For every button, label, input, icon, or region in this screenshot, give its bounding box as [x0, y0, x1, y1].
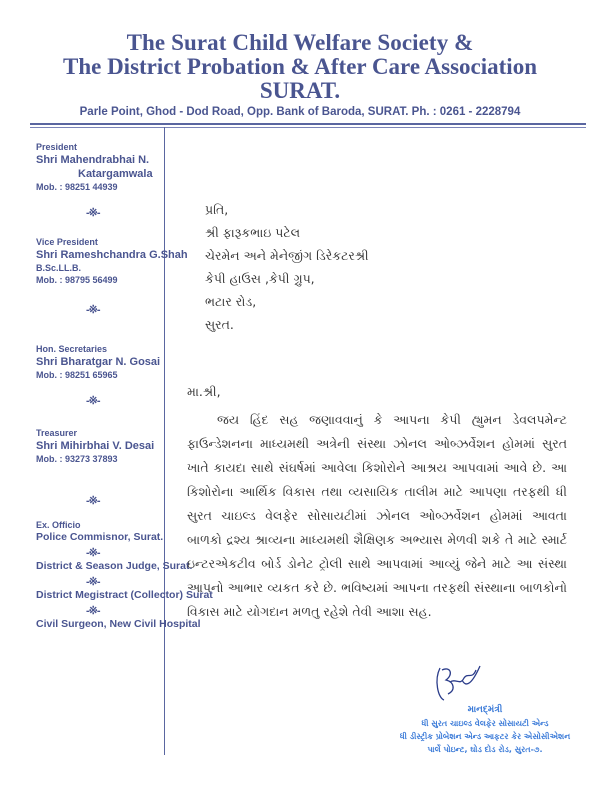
recipient-line: ભટાર રોડ, [205, 294, 257, 309]
ex-officio-block [36, 520, 213, 630]
salutation: મા.શ્રી, [187, 384, 221, 399]
official-stamp [370, 704, 600, 756]
ornament-icon: -※- [86, 304, 100, 316]
org-address: Parle Point, Ghod - Dod Road, Opp. Bank of Baroda, SURAT. Ph. : 0261 - 2228794 [79, 106, 521, 118]
member-name: Shri Rameshchandra G.Shah [36, 249, 188, 261]
ornament-icon: -※- [86, 207, 100, 219]
ornament-icon: -※- [86, 576, 100, 588]
letter-body: જય હિંદ સહ જણાવવાનું કે આપના કેપી હ્યુમન ડેવલપમેન્ટ ફાઉન્ડેશનના માધ્યમથી અત્રેની સંસ્થા ઝોનલ ઓબ્ઝર્વેશન હોમમાં સુરત ખાતે કાયદા સાથે સંઘર્ષમાં આવેલા કિશોરોને આશ્રય આપવામાં આવે છે. આ કિશોરોના આર્થિક વિકાસ તથા વ્યસાયિક તાલીમ માટે આપણા તરફથી ધી સુરત ચાઇલ્ડ વેલફેર સોસાયટીમાં ઝોનલ ઓબ્ઝર્વેશન હોમમાં આવતા બાળકો દ્રશ્ય શ્રાવ્યના માધ્યમથી શૈક્ષિણક અભ્યાસ મેળવી શકે તે માટે સ્માર્ટ ઇન્ટરએકટીવ બોર્ડ ડોનેટ ટ્રોલી સાથે આપવામાં આવ્યું જેને માટે આ સંસ્થા આપનો આભાર વ્યકત કરે છે. ભવિષ્યમાં આપના તરફથી સંસ્થાના બાળકોનો વિકાસ માટે યોગદાન મળતુ રહેશે તેવી આશા સહ. [187, 412, 567, 619]
ex-officio-role: Ex. Officio [36, 520, 81, 530]
member-name: Shri Mahendrabhai N. [36, 154, 150, 166]
org-city: SURAT. [259, 78, 341, 103]
org-name-line1: The Surat Child Welfare Society & [126, 30, 474, 55]
office-judge: District & Season Judge, Surat. [36, 560, 193, 572]
stamp-line: ધી સુરત ચાઇલ્ડ વેલફેર સોસાયટી એન્ડ [421, 719, 549, 728]
member-president [36, 142, 153, 193]
sidebar-divider [164, 127, 165, 755]
member-mobile: Mob. : 98251 65965 [36, 370, 118, 380]
stamp-line: ધી ડીસ્ટ્રીક પ્રોબેશન એન્ડ આફટર કેર એસોસીએશન [399, 732, 571, 741]
member-mobile: Mob. : 98251 44939 [36, 182, 118, 192]
member-mobile: Mob. : 93273 37893 [36, 454, 118, 464]
member-role: President [36, 142, 78, 152]
member-treasurer [36, 428, 154, 465]
recipient-line: શ્રી ફારૂકભાઇ પટેલ [205, 225, 301, 240]
stamp-line: પાર્લે પોઇન્ટ, ઘોડ દોડ રોડ, સુરત-૭. [427, 745, 543, 754]
header-divider [30, 123, 586, 125]
recipient-line: કેપી હાઉસ ,કેપી ગ્રુપ, [205, 271, 315, 286]
member-role: Vice President [36, 237, 98, 247]
ornament-icon: -※- [86, 547, 100, 559]
ornament-icon: -※- [86, 395, 100, 407]
recipient-line: સુરત. [205, 317, 234, 332]
header-divider-thin [30, 127, 586, 128]
member-vice-president [36, 237, 188, 286]
signature-icon [432, 660, 482, 705]
member-qualification: B.Sc.LL.B. [36, 263, 82, 273]
member-secretary [36, 344, 160, 381]
recipient-line: ચેરમેન અને મેનેજીંગ ડિરેકટરશ્રી [205, 248, 369, 263]
ornament-icon: -※- [86, 495, 100, 507]
recipient-line: પ્રતિ, [205, 202, 229, 217]
member-mobile: Mob. : 98795 56499 [36, 275, 118, 285]
member-name: Shri Bharatgar N. Gosai [36, 356, 161, 368]
office-police: Police Commisnor, Surat. [36, 531, 164, 543]
member-name: Shri Mihirbhai V. Desai [36, 440, 155, 452]
ornament-icon: -※- [86, 605, 100, 617]
member-role: Treasurer [36, 428, 78, 438]
office-collector: District Megistract (Collector) Surat [36, 589, 213, 601]
member-role: Hon. Secretaries [36, 344, 108, 354]
stamp-title: માનદ્‌મંત્રી [467, 705, 503, 715]
org-name-line2: The District Probation & After Care Association [62, 54, 537, 79]
member-name-cont: Katargamwala [78, 168, 153, 180]
office-civil-surgeon: Civil Surgeon, New Civil Hospital [36, 618, 201, 630]
